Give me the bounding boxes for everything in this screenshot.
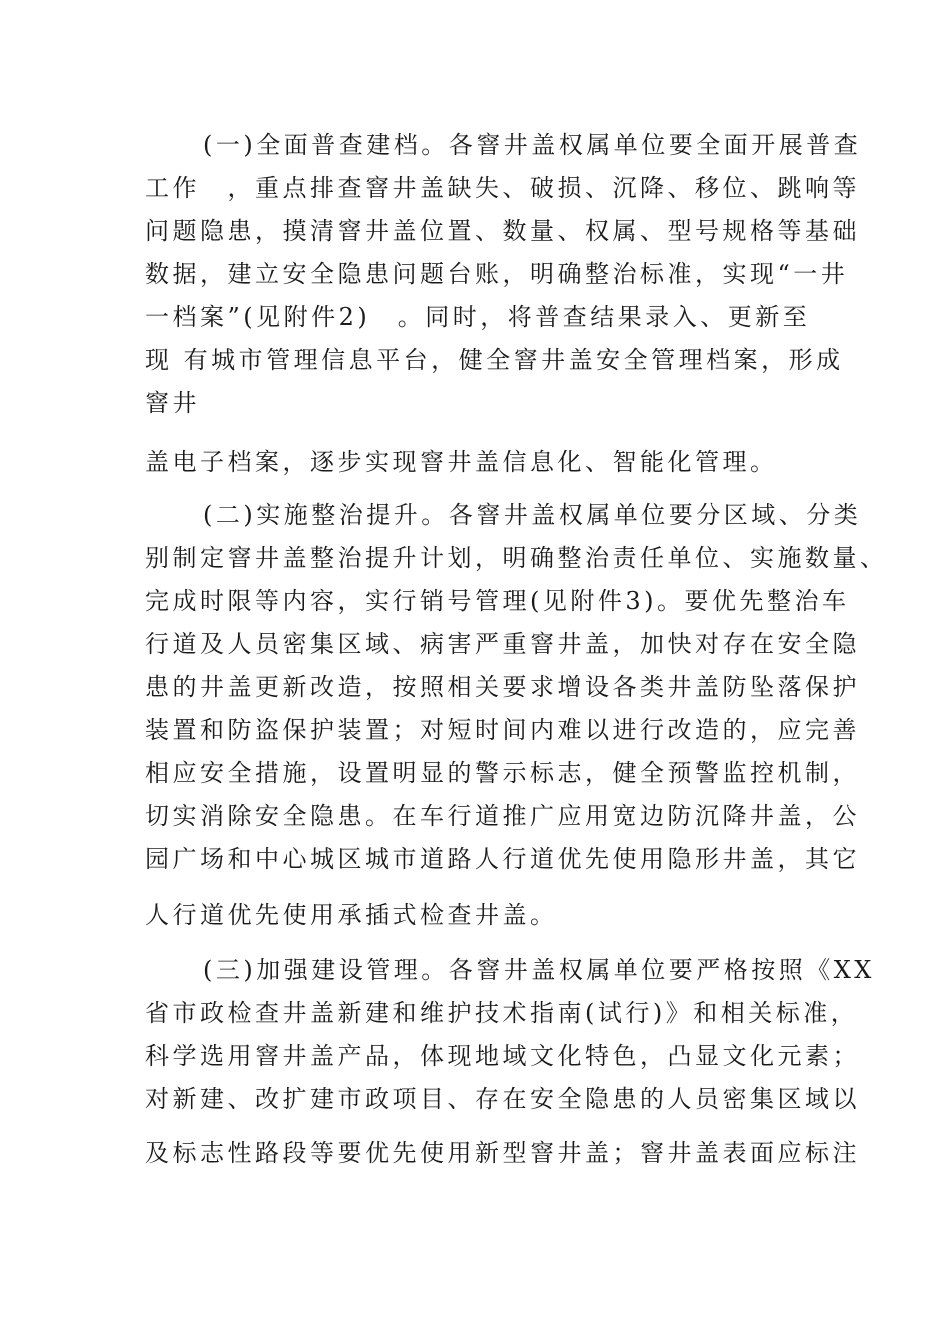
paragraph-3-line-2: 省市政检查井盖新建和维护技术指南(试行)》和相关标准， — [145, 999, 859, 1027]
paragraph-2-line-5: 患的井盖更新改造，按照相关要求增设各类井盖防坠落保护 — [145, 673, 860, 701]
paragraph-1-line-5: 一档案”(见附件2) 。同时，将普查结果录入、更新至 — [145, 303, 811, 331]
paragraph-1-line-2: 工作 ，重点排查窨井盖缺失、破损、沉降、移位、跳响等 — [145, 174, 860, 202]
paragraph-2-line-9: 园广场和中心城区城市道路人行道优先使用隐形井盖，其它 — [145, 845, 860, 873]
paragraph-3-line-5: 及标志性路段等要优先使用新型窨井盖；窨井盖表面应标注 — [145, 1139, 860, 1167]
paragraph-2-line-4: 行道及人员密集区域、病害严重窨井盖，加快对存在安全隐 — [145, 630, 860, 658]
paragraph-2-line-6: 装置和防盗保护装置；对短时间内难以进行改造的，应完善 — [145, 716, 860, 744]
paragraph-2-line-7: 相应安全措施，设置明显的警示标志，健全预警监控机制， — [145, 759, 860, 787]
paragraph-3-line-1: (三)加强建设管理。各窨井盖权属单位要严格按照《XX — [203, 956, 875, 984]
paragraph-1-line-7: 窨井 — [145, 389, 200, 417]
paragraph-2-line-10: 人行道优先使用承插式检查井盖。 — [145, 901, 558, 929]
paragraph-2-line-3: 完成时限等内容，实行销号管理(见附件3)。要优先整治车 — [145, 587, 850, 615]
paragraph-3-line-4: 对新建、改扩建市政项目、存在安全隐患的人员密集区域以 — [145, 1085, 860, 1113]
paragraph-1-line-6: 现 有城市管理信息平台，健全窨井盖安全管理档案，形成 — [145, 346, 844, 374]
paragraph-2-line-2: 别制定窨井盖整治提升计划，明确整治责任单位、实施数量、 — [145, 544, 888, 572]
paragraph-3-line-3: 科学选用窨井盖产品，体现地域文化特色，凸显文化元素； — [145, 1042, 860, 1070]
paragraph-2-line-1: (二)实施整治提升。各窨井盖权属单位要分区域、分类 — [203, 501, 862, 529]
paragraph-1-line-1: (一)全面普查建档。各窨井盖权属单位要全面开展普查 — [203, 131, 862, 159]
paragraph-1-line-4: 数据，建立安全隐患问题台账，明确整治标准，实现“一井 — [145, 260, 849, 288]
paragraph-2-line-8: 切实消除安全隐患。在车行道推广应用宽边防沉降井盖，公 — [145, 802, 860, 830]
paragraph-1-line-8: 盖电子档案，逐步实现窨井盖信息化、智能化管理。 — [145, 448, 778, 476]
paragraph-1-line-3: 问题隐患，摸清窨井盖位置、数量、权属、型号规格等基础 — [145, 217, 860, 245]
